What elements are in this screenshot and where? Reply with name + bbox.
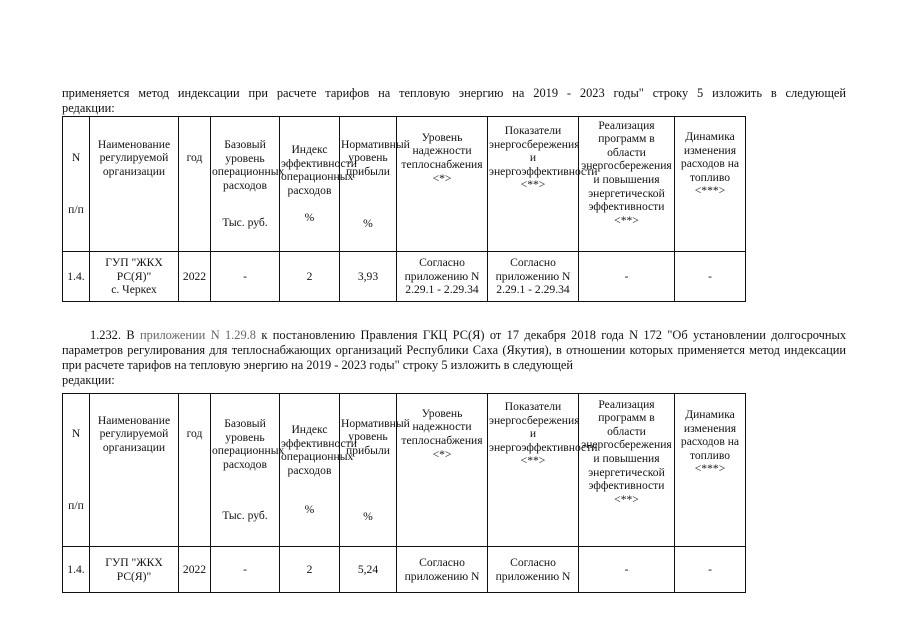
header-base-units: Тыс. руб.: [222, 509, 268, 523]
header-cell-programs: [579, 394, 675, 547]
header-cell-year: [179, 117, 211, 252]
row-org-line-1: ГУП "ЖКХ: [105, 256, 163, 270]
header-profit-units: %: [363, 509, 373, 523]
intro-paragraph-line-2: редакции:: [62, 101, 115, 115]
amendment-paragraph: [62, 328, 846, 373]
header-year-label: год: [186, 427, 203, 441]
header-cell-name: [90, 394, 179, 547]
block-1: [62, 86, 846, 116]
header-fuel-label: Динамика изменения расходов на топливо <***>: [680, 130, 740, 198]
row-org: [90, 252, 179, 302]
header-profit-units: %: [363, 216, 373, 230]
header-cell-reliability: [397, 394, 488, 547]
header-cell-name: [90, 117, 179, 252]
table-header-row: [63, 394, 746, 547]
header-cell-energy-saving: [488, 394, 598, 547]
amendment-paragraph-rest: к постановлению Правления ГКЦ РС(Я) от 17 декабря 2018 года N 172 "Об установлении долгосрочных параметров регулирования для теплоснабжающих организаций Республики Саха (Якутия), в отношении которых применяется метод индексации при расчете тарифов на тепловую энергию на 2019 - 2023 годы" строку 5 изложить в следующей: [62, 328, 847, 372]
tariff-table-1: [62, 116, 746, 302]
amendment-paragraph-start: 1.232. В: [90, 328, 140, 342]
header-index-label: Индекс эффективности операционных расходов: [281, 143, 357, 197]
row-org: [90, 547, 179, 593]
header-profit-label: Нормативный уровень прибыли: [341, 137, 410, 178]
header-base-label: Базовый уровень операционных расходов: [212, 417, 285, 471]
intro-paragraph-line-1: применяется метод индексации при расчете тарифов на тепловую энергию на 2019 - 2023 годы" строку 5 изложить в следующей: [62, 86, 846, 100]
row-base: -: [211, 547, 280, 593]
row-energy-saving: Согласно приложению N: [488, 547, 579, 593]
block-2: [62, 328, 846, 388]
header-cell-profit: [340, 117, 410, 252]
row-programs: -: [579, 252, 675, 302]
tariff-table-2: [62, 393, 746, 593]
header-year-label: год: [186, 151, 203, 165]
header-index-label: Индекс эффективности операционных расходов: [281, 423, 357, 477]
header-index-units: %: [304, 503, 315, 517]
header-reliability-label: Уровень надежности теплоснабжения <*>: [401, 130, 483, 185]
row-base: -: [211, 252, 280, 302]
header-name-label: Наименование регулируемой организации: [97, 137, 171, 178]
amendment-reference-link[interactable]: приложении N 1.29.8: [140, 328, 256, 342]
header-energy-saving-label: Показатели энергосбережения и энергоэффективности <**>: [489, 124, 598, 192]
row-reliability: Согласно приложению N 2.29.1 - 2.29.34: [397, 252, 488, 302]
header-cell-base: [211, 117, 285, 252]
header-cell-index: [280, 117, 357, 252]
header-profit-label: Нормативный уровень прибыли: [341, 416, 410, 457]
header-programs-label: Реализация программ в области энергосбережения и повышения энергетической эффективности <**>: [581, 118, 672, 227]
row-org-line-2: РС(Я)": [116, 569, 152, 583]
row-fuel: -: [675, 547, 746, 593]
header-name-label: Наименование регулируемой организации: [97, 413, 171, 454]
header-cell-base: [211, 394, 285, 547]
table-row: [63, 252, 746, 302]
header-cell-n: [63, 394, 90, 547]
header-cell-year: [179, 394, 211, 547]
header-cell-profit: [340, 394, 410, 547]
header-cell-fuel: [675, 117, 746, 252]
row-year: 2022: [179, 547, 211, 593]
table-row: [63, 547, 746, 593]
header-energy-saving-label: Показатели энергосбережения и энергоэффективности <**>: [489, 400, 598, 468]
header-programs-label: Реализация программ в области энергосбережения и повышения энергетической эффективности <**>: [581, 397, 672, 506]
header-index-units: %: [304, 211, 315, 225]
row-fuel: -: [675, 252, 746, 302]
row-profit: 3,93: [340, 252, 397, 302]
row-energy-saving: Согласно приложению N 2.29.1 - 2.29.34: [488, 252, 579, 302]
header-cell-n: [63, 117, 90, 252]
row-year: 2022: [179, 252, 211, 302]
header-cell-reliability: [397, 117, 488, 252]
header-n-units: п/п: [68, 499, 84, 512]
amendment-paragraph-end: редакции:: [62, 373, 115, 387]
row-org-line-2: РС(Я)": [116, 269, 152, 283]
header-cell-fuel: [675, 394, 746, 547]
header-cell-energy-saving: [488, 117, 598, 252]
row-org-line-1: ГУП "ЖКХ: [105, 555, 163, 569]
header-reliability-label: Уровень надежности теплоснабжения <*>: [401, 406, 483, 461]
table-header-row: [63, 117, 746, 252]
row-reliability: Согласно приложению N: [397, 547, 488, 593]
row-programs: -: [579, 547, 675, 593]
row-n: 1.4.: [63, 547, 90, 593]
header-base-units: Тыс. руб.: [222, 216, 268, 230]
row-n: 1.4.: [63, 252, 90, 302]
header-cell-index: [280, 394, 357, 547]
header-base-label: Базовый уровень операционных расходов: [212, 138, 285, 192]
row-index: 2: [280, 252, 340, 302]
row-org-line-3: с. Черкех: [111, 283, 157, 297]
header-n-units: п/п: [68, 203, 84, 216]
header-fuel-label: Динамика изменения расходов на топливо <***>: [680, 408, 740, 476]
row-profit: 5,24: [340, 547, 397, 593]
header-n-label: N: [71, 427, 81, 441]
row-index: 2: [280, 547, 340, 593]
header-n-label: N: [71, 151, 81, 165]
header-cell-programs: [579, 117, 675, 252]
